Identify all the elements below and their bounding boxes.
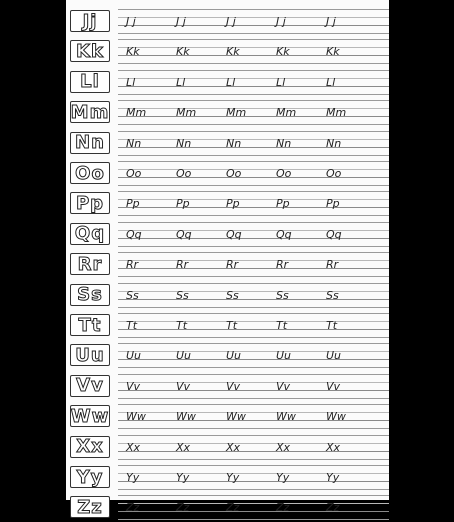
practice-letter-pair: J j	[176, 15, 186, 28]
letter-row	[66, 97, 389, 127]
practice-letter-pair: Ww	[126, 410, 146, 424]
practice-letter-pair: Kk	[326, 45, 340, 59]
practice-letter-pair: Oo	[226, 167, 242, 180]
practice-letter-pair: Ss	[176, 288, 189, 302]
letter-row	[66, 128, 389, 158]
practice-letter-pair: Qq	[126, 227, 142, 241]
practice-letter-pair: Xx	[276, 440, 291, 454]
uppercase-letter: O	[75, 162, 92, 184]
practice-letter-pair: Nn	[126, 136, 142, 150]
letter-tile	[70, 344, 110, 366]
letter-tile	[70, 101, 110, 123]
practice-letter-pair: Xx	[326, 440, 341, 454]
lowercase-letter: o	[91, 162, 105, 184]
practice-letter-pair: Uu	[176, 349, 192, 363]
writing-guide-lines	[118, 495, 389, 519]
practice-letter-pair: Yy	[226, 471, 240, 484]
letter-tile	[70, 253, 110, 275]
letter-tile	[70, 466, 110, 488]
practice-letter-pair: Mm	[326, 106, 347, 120]
uppercase-letter: K	[76, 40, 91, 62]
letter-tile	[70, 132, 110, 154]
writing-guide-lines	[118, 283, 389, 307]
practice-letter-pair: Vv	[126, 379, 141, 393]
lowercase-letter: j	[90, 10, 98, 32]
writing-guide-lines	[118, 252, 389, 276]
practice-letter-pair: Kk	[276, 45, 290, 59]
writing-guide-lines	[118, 465, 389, 489]
practice-letter-pair: Ww	[326, 410, 346, 424]
practice-letter-pair: Vv	[326, 379, 341, 393]
practice-letter-pair: Zz	[226, 501, 240, 515]
practice-letter-pair: Pp	[126, 197, 140, 211]
practice-letter-pair: J j	[326, 15, 336, 28]
practice-letter-pair: Kk	[226, 45, 240, 59]
practice-letter-pair: Mm	[276, 106, 297, 120]
practice-letter-pair: Vv	[276, 379, 291, 393]
practice-letter-pair: Xx	[176, 440, 191, 454]
uppercase-letter: X	[76, 436, 92, 458]
practice-letter-pair: Yy	[276, 471, 290, 484]
practice-letter-pair: Qq	[226, 227, 242, 241]
uppercase-letter: S	[77, 284, 92, 306]
practice-letter-pair: Xx	[126, 440, 141, 454]
letter-row	[66, 432, 389, 462]
practice-letter-pair: Zz	[126, 501, 140, 515]
practice-letter-pair: Xx	[226, 440, 241, 454]
letter-row	[66, 401, 389, 431]
letter-row	[66, 219, 389, 249]
uppercase-letter: W	[70, 405, 92, 427]
letter-tile	[70, 71, 110, 93]
letter-tile	[70, 436, 110, 458]
letter-tile	[70, 496, 110, 518]
practice-letter-pair: Rr	[226, 258, 239, 272]
writing-guide-lines	[118, 435, 389, 459]
letter-tile	[70, 223, 110, 245]
letter-tile	[70, 375, 110, 397]
lowercase-letter: p	[90, 192, 105, 214]
letter-row	[66, 249, 389, 279]
practice-letter-pair: Kk	[126, 45, 140, 59]
letter-tile	[70, 405, 110, 427]
practice-letter-pair: Mm	[226, 106, 247, 120]
practice-letter-pair: Zz	[176, 501, 190, 515]
practice-letter-pair: Tt	[176, 319, 188, 332]
lowercase-letter: t	[91, 314, 102, 336]
lowercase-letter: z	[91, 496, 103, 518]
uppercase-letter: Y	[76, 466, 91, 488]
lowercase-letter: l	[92, 71, 100, 93]
practice-letter-pair: Uu	[226, 349, 242, 363]
practice-letter-pair: Kk	[176, 45, 190, 59]
practice-letter-pair: Yy	[176, 471, 190, 484]
practice-letter-pair: Qq	[276, 227, 292, 241]
writing-guide-lines	[118, 222, 389, 246]
letter-tile	[70, 284, 110, 306]
practice-letter-pair: J j	[276, 15, 286, 28]
letter-row	[66, 340, 389, 370]
practice-letter-pair: Pp	[326, 197, 340, 211]
practice-letter-pair: Ll	[176, 75, 186, 89]
practice-letter-pair: Ss	[276, 288, 289, 302]
letter-row	[66, 36, 389, 66]
uppercase-letter: Q	[74, 223, 92, 245]
writing-guide-lines	[118, 404, 389, 428]
practice-letter-pair: Pp	[176, 197, 190, 211]
practice-letter-pair: Nn	[276, 136, 292, 150]
letter-row	[66, 462, 389, 492]
practice-letter-pair: Tt	[326, 319, 338, 332]
lowercase-letter: w	[91, 405, 110, 427]
practice-letter-pair: Ss	[126, 288, 139, 302]
lowercase-letter: q	[91, 223, 106, 245]
practice-letter-pair: Qq	[326, 227, 342, 241]
practice-letter-pair: Qq	[176, 227, 192, 241]
uppercase-letter: T	[78, 314, 92, 336]
letter-row	[66, 492, 389, 522]
letter-row	[66, 67, 389, 97]
letter-tile	[70, 192, 110, 214]
practice-letter-pair: Rr	[326, 258, 339, 272]
writing-guide-lines	[118, 313, 389, 337]
lowercase-letter: s	[91, 284, 103, 306]
practice-letter-pair: Oo	[326, 167, 342, 180]
writing-guide-lines	[118, 100, 389, 124]
uppercase-letter: P	[75, 192, 91, 214]
lowercase-letter: y	[90, 466, 104, 488]
practice-letter-pair: Nn	[326, 136, 342, 150]
practice-letter-pair: Rr	[276, 258, 289, 272]
writing-guide-lines	[118, 343, 389, 367]
practice-letter-pair: Mm	[126, 106, 147, 120]
letter-row	[66, 310, 389, 340]
letter-row	[66, 280, 389, 310]
uppercase-letter: U	[75, 344, 91, 366]
letter-row	[66, 6, 389, 36]
practice-letter-pair: Vv	[176, 379, 191, 393]
practice-letter-pair: Oo	[126, 167, 142, 180]
practice-letter-pair: Ll	[326, 75, 336, 89]
lowercase-letter: r	[92, 253, 103, 275]
writing-guide-lines	[118, 191, 389, 215]
uppercase-letter: R	[77, 253, 93, 275]
practice-letter-pair: Ww	[276, 410, 296, 424]
lowercase-letter: x	[91, 436, 104, 458]
uppercase-letter: N	[75, 132, 92, 154]
practice-letter-pair: Tt	[276, 319, 288, 332]
practice-letter-pair: Uu	[126, 349, 142, 363]
practice-letter-pair: J j	[226, 15, 236, 28]
practice-letter-pair: Ss	[226, 288, 239, 302]
uppercase-letter: V	[76, 375, 92, 397]
practice-letter-pair: Ww	[176, 410, 196, 424]
lowercase-letter: k	[90, 40, 104, 62]
letter-row	[66, 188, 389, 218]
uppercase-letter: M	[70, 101, 90, 123]
practice-letter-pair: Nn	[176, 136, 192, 150]
letter-tile	[70, 40, 110, 62]
practice-letter-pair: Nn	[226, 136, 242, 150]
uppercase-letter: Z	[77, 496, 92, 518]
practice-letter-pair: Oo	[176, 167, 192, 180]
practice-letter-pair: Rr	[126, 258, 139, 272]
practice-letter-pair: J j	[126, 15, 136, 28]
practice-letter-pair: Tt	[126, 319, 138, 332]
practice-letter-pair: Ll	[126, 75, 136, 89]
practice-letter-pair: Pp	[276, 197, 290, 211]
uppercase-letter: J	[82, 10, 91, 32]
lowercase-letter: v	[91, 375, 104, 397]
writing-guide-lines	[118, 39, 389, 63]
practice-letter-pair: Pp	[226, 197, 240, 211]
letter-tile	[70, 10, 110, 32]
writing-guide-lines	[118, 161, 389, 185]
letter-tile	[70, 162, 110, 184]
letter-row	[66, 371, 389, 401]
writing-guide-lines	[118, 70, 389, 94]
writing-guide-lines	[118, 131, 389, 155]
practice-letter-pair: Ss	[326, 288, 339, 302]
writing-guide-lines	[118, 374, 389, 398]
practice-letter-pair: Ll	[226, 75, 236, 89]
lowercase-letter: n	[91, 132, 105, 154]
lowercase-letter: u	[90, 344, 105, 366]
writing-guide-lines	[118, 9, 389, 33]
practice-letter-pair: Vv	[226, 379, 241, 393]
letter-tile	[70, 314, 110, 336]
worksheet-page	[66, 0, 389, 518]
letter-row	[66, 158, 389, 188]
practice-letter-pair: Oo	[276, 167, 292, 180]
practice-letter-pair: Rr	[176, 258, 189, 272]
practice-letter-pair: Yy	[326, 471, 340, 484]
practice-letter-pair: Tt	[226, 319, 238, 332]
practice-letter-pair: Mm	[176, 106, 197, 120]
lowercase-letter: m	[89, 101, 110, 123]
practice-letter-pair: Zz	[276, 501, 290, 515]
practice-letter-pair: Ll	[276, 75, 286, 89]
uppercase-letter: L	[80, 71, 93, 93]
practice-letter-pair: Uu	[326, 349, 342, 363]
practice-letter-pair: Uu	[276, 349, 292, 363]
practice-letter-pair: Yy	[126, 471, 140, 484]
practice-letter-pair: Zz	[326, 501, 340, 515]
practice-letter-pair: Ww	[226, 410, 246, 424]
